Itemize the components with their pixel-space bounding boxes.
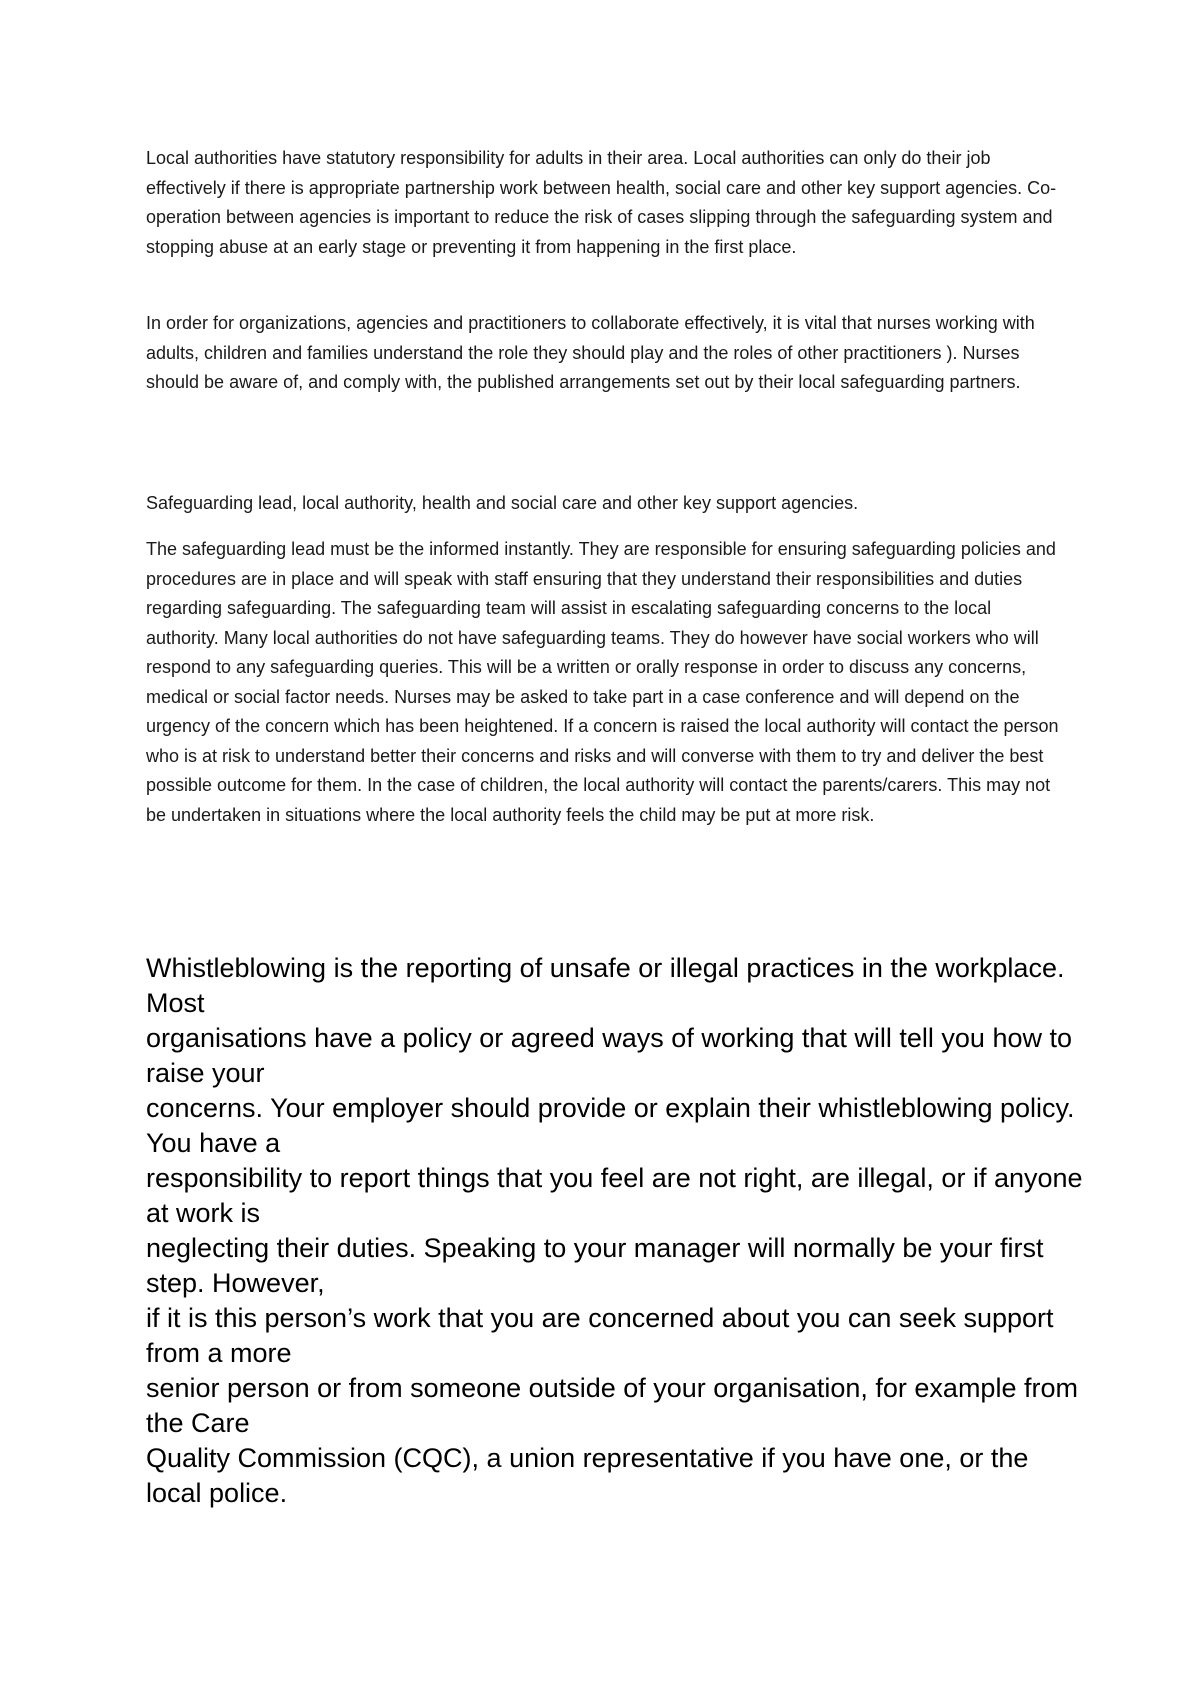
whistleblowing-line: if it is this person’s work that you are concerned about you can seek support from a more [146,1303,1054,1368]
paragraph-whistleblowing [146,951,1086,1511]
paragraph-local-authorities: Local authorities have statutory responsibility for adults in their area. Local authorities can only do their job effectively if there is appropriate partnership work between health, social care and other key support agencies. Co-operation between agencies is important to reduce the risk of cases slipping through the safeguarding system and stopping abuse at an early stage or preventing it from happening in the first place. [146,148,1057,257]
paragraph-safeguarding-lead: The safeguarding lead must be the informed instantly. They are responsible for ensuring safeguarding policies and procedures are in place and will speak with staff ensuring that they understand their responsibilities and duties regarding safeguarding. The safeguarding team will assist in escalating safeguarding concerns to the local authority. Many local authorities do not have safeguarding teams. They do however have social workers who will respond to any safeguarding queries. This will be a written or orally response in order to discuss any concerns, medical or social factor needs. Nurses may be asked to take part in a case conference and will depend on the urgency of the concern which has been heightened. If a concern is raised the local authority will contact the person who is at risk to understand better their concerns and risks and will converse with them to try and deliver the best possible outcome for them. In the case of children, the local authority will contact the parents/carers. This may not be undertaken in situations where the local authority feels the child may be put at more risk. [146,539,1059,825]
whistleblowing-line: senior person or from someone outside of your organisation, for example from the Care [146,1373,1078,1438]
whistleblowing-line: Quality Commission (CQC), a union representative if you have one, or the local police. [146,1443,1029,1508]
whistleblowing-line: Whistleblowing is the reporting of unsafe or illegal practices in the workplace. Most [146,953,1065,1018]
whistleblowing-line: neglecting their duties. Speaking to your manager will normally be your first step. However, [146,1233,1044,1298]
whistleblowing-line: organisations have a policy or agreed ways of working that will tell you how to raise your [146,1023,1072,1088]
whistleblowing-line: responsibility to report things that you feel are not right, are illegal, or if anyone at work is [146,1163,1083,1228]
paragraph-collaboration: In order for organizations, agencies and practitioners to collaborate effectively, it is vital that nurses working with adults, children and families understand the role they should play and the roles of other practitioners ). Nurses should be aware of, and comply with, the published arrangements set out by their local safeguarding partners. [146,313,1035,392]
paragraph-safeguarding-parties: Safeguarding lead, local authority, health and social care and other key support agencies. [146,493,859,513]
whistleblowing-line: concerns. Your employer should provide or explain their whistleblowing policy. You have a [146,1093,1075,1158]
